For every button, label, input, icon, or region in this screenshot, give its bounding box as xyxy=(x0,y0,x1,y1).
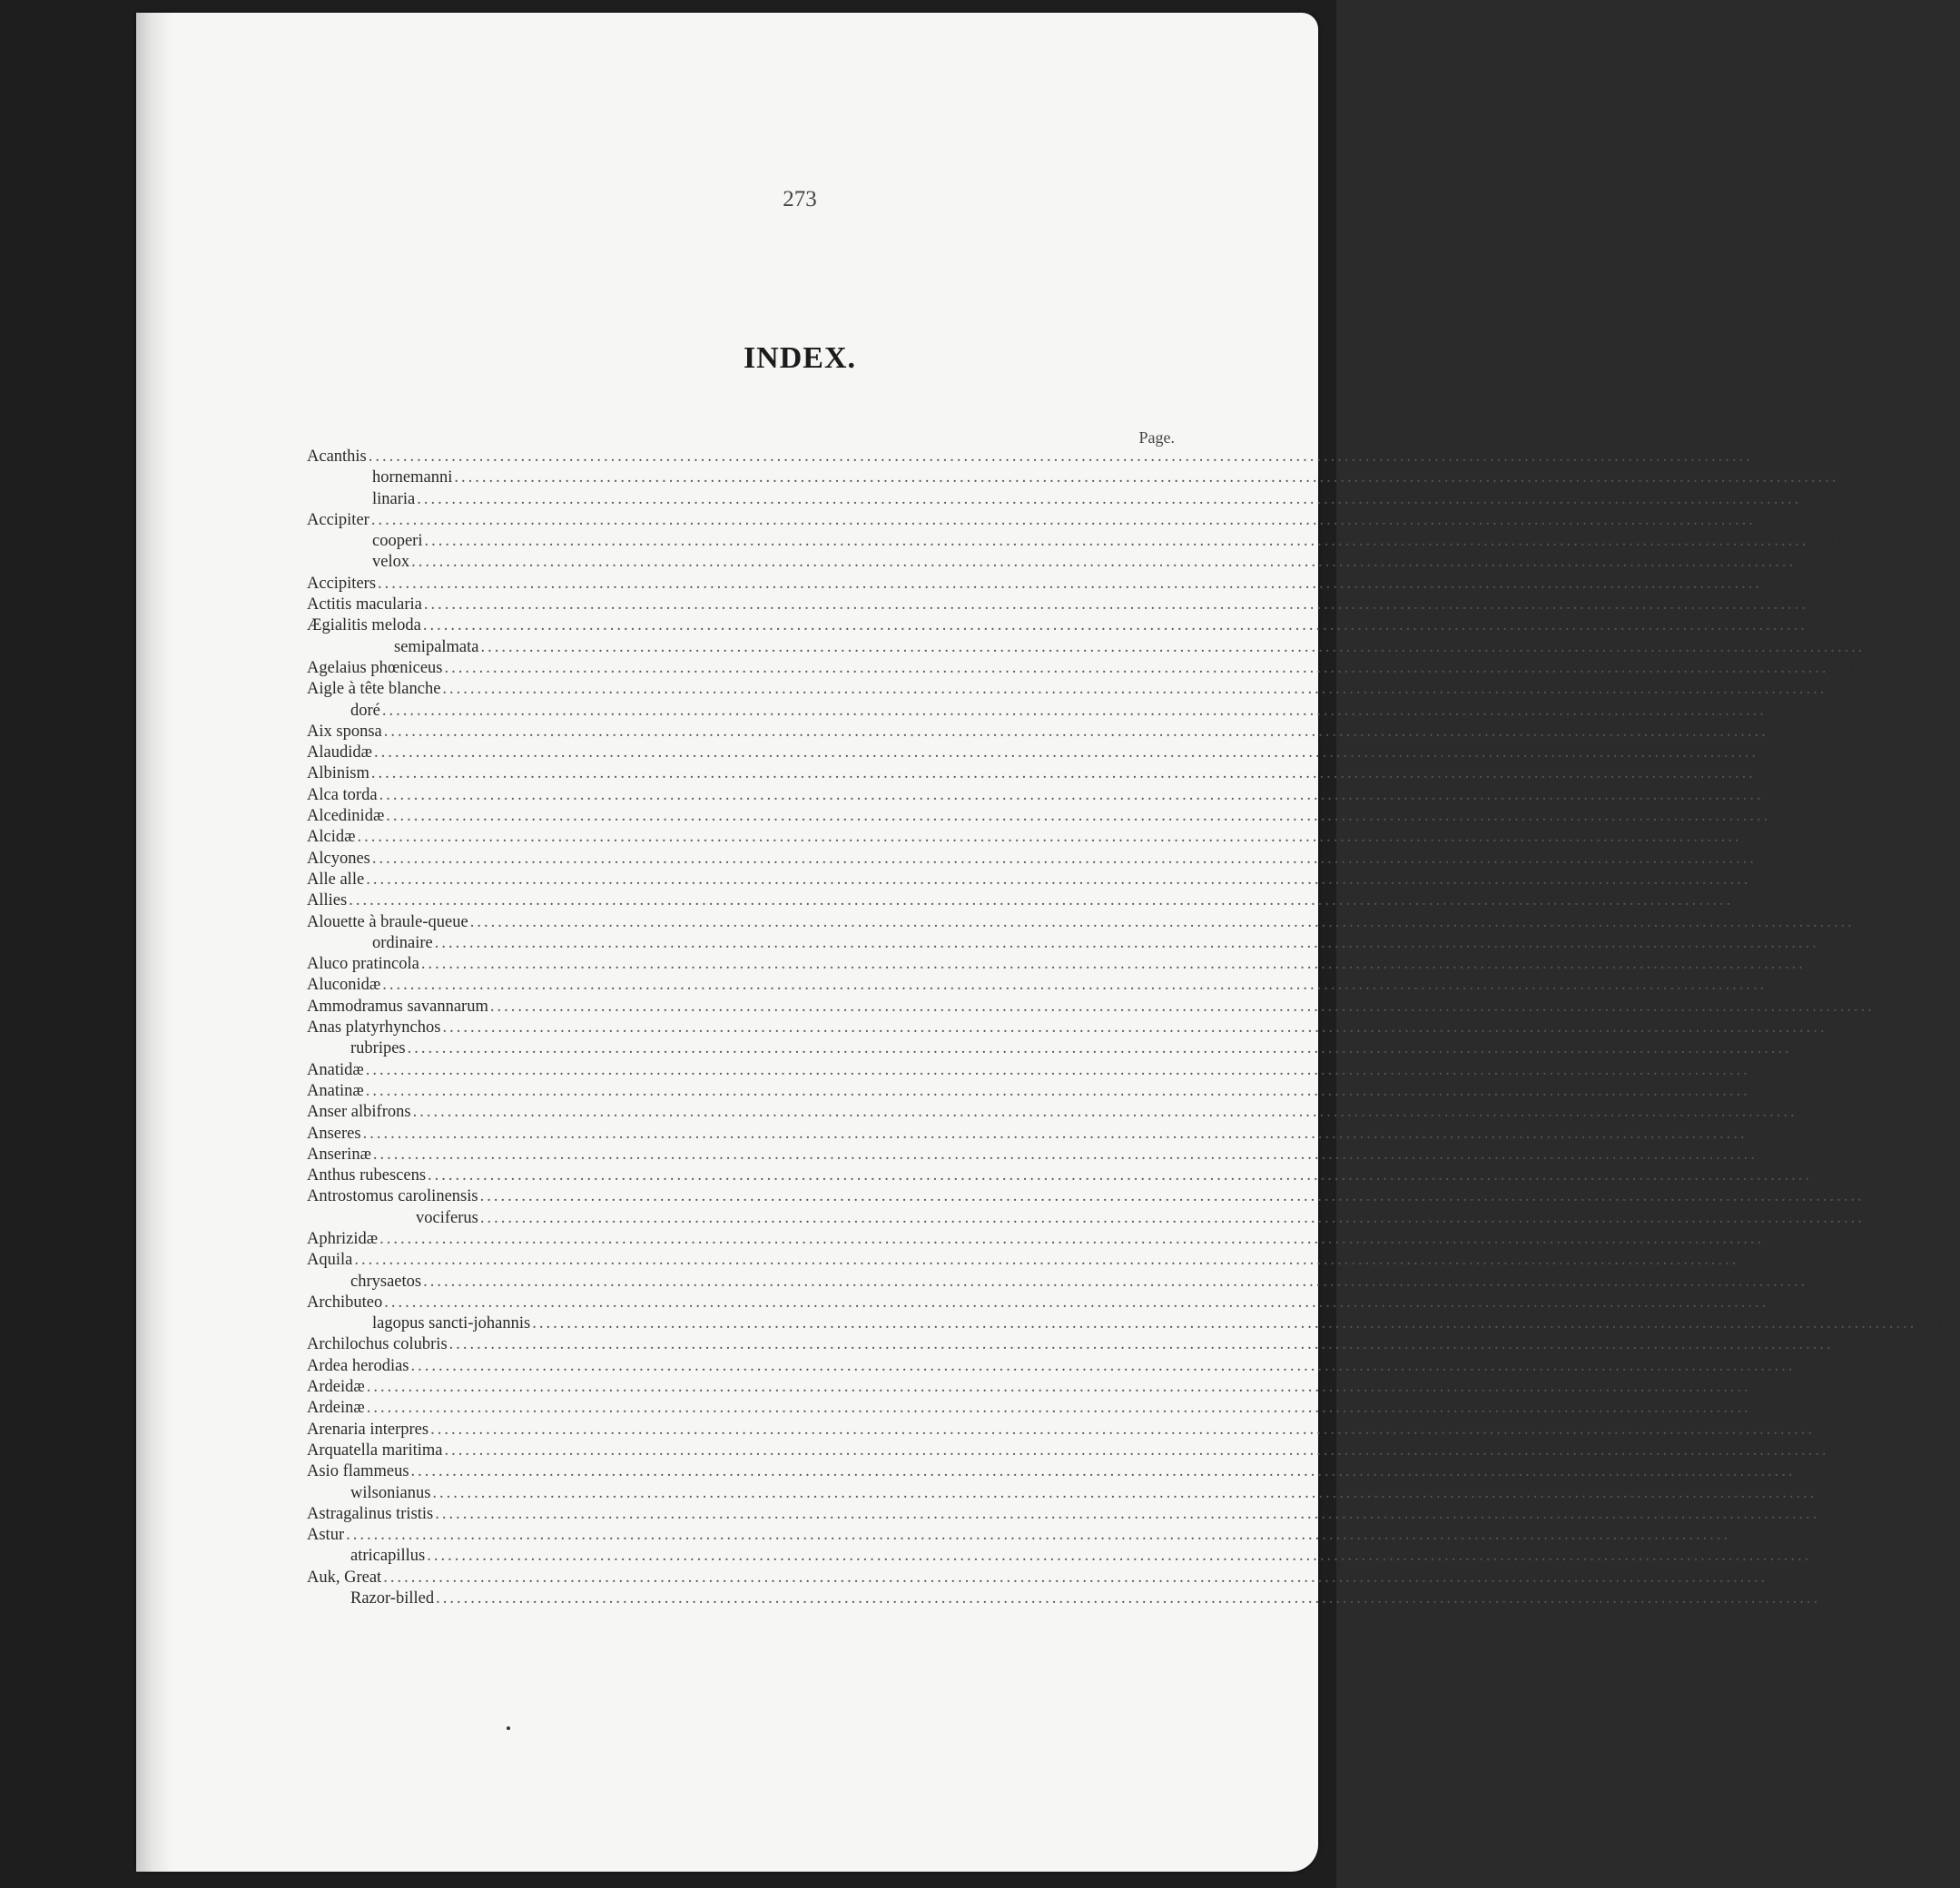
index-term: Acanthis xyxy=(307,447,367,466)
dot-leader: ........................................................................................................................................................................................................ xyxy=(354,1251,1739,1270)
index-entry xyxy=(307,1165,1857,1186)
dot-leader: ........................................................................................................................................................................................................ xyxy=(382,976,1768,995)
index-term: Albinism xyxy=(307,764,369,783)
index-entry xyxy=(307,1546,1856,1567)
index-entry xyxy=(307,1568,1812,1588)
index-page-ref: 118 xyxy=(1749,1526,1775,1545)
index-entry xyxy=(307,1504,1864,1525)
index-page-ref: 145, 215 xyxy=(1735,891,1811,910)
index-entry xyxy=(307,849,1800,870)
index-page-ref: 143 xyxy=(1882,1187,1908,1206)
index-entry xyxy=(307,975,1811,996)
dot-leader: ........................................................................................................................................................................................................ xyxy=(442,680,1827,699)
index-page-ref: 171 xyxy=(1893,997,1918,1016)
dot-leader: ........................................................................................................................................................................................................ xyxy=(420,955,1806,974)
dot-leader: ........................................................................................................................................................................................................ xyxy=(378,574,1763,593)
index-page-ref: 100 xyxy=(1827,595,1852,615)
index-page-ref: 166 xyxy=(1771,447,1797,466)
index-page-ref: 130 xyxy=(1813,1462,1839,1481)
index-entry xyxy=(307,933,1863,954)
index-page-ref: 82 xyxy=(1822,1356,1839,1375)
page-column-header: Page. xyxy=(1138,428,1175,447)
index-page-ref: 62 xyxy=(1774,1124,1791,1143)
index-page-ref: 65 xyxy=(1853,1018,1871,1037)
index-page-ref: 130 xyxy=(1835,1483,1861,1502)
index-entry xyxy=(307,1461,1839,1482)
dot-leader: ........................................................................................................................................................................................................ xyxy=(368,447,1753,466)
index-term: Ammodramus savannarum xyxy=(307,997,488,1016)
index-entry xyxy=(307,827,1786,848)
index-page-ref: 47 xyxy=(1794,1568,1812,1587)
dot-leader: ........................................................................................................................................................................................................ xyxy=(346,1526,1731,1545)
index-term: Ardea herodias xyxy=(307,1356,409,1375)
index-page-ref: 81 xyxy=(1778,1399,1795,1418)
index-term: Aphrizidæ xyxy=(307,1229,379,1248)
index-term: Allies xyxy=(307,891,348,910)
index-page-ref: 118 xyxy=(1780,574,1807,593)
dot-leader: ........................................................................................................................................................................................................ xyxy=(479,1208,1865,1227)
index-page-ref: 124 xyxy=(1845,680,1871,699)
index-entry xyxy=(307,1102,1841,1123)
dot-leader: ........................................................................................................................................................................................................ xyxy=(432,1483,1817,1502)
index-entry xyxy=(307,1208,1908,1229)
index-entry xyxy=(307,552,1840,573)
index-entry xyxy=(307,954,1849,975)
index-entry xyxy=(307,1250,1783,1271)
index-entry xyxy=(307,510,1799,531)
dot-leader: ........................................................................................................................................................................................................ xyxy=(424,532,1809,551)
index-term: Ardeidæ xyxy=(307,1378,365,1397)
dot-leader: ........................................................................................................................................................................................................ xyxy=(532,1314,1917,1333)
index-term: vociferus xyxy=(416,1208,478,1227)
dot-leader: ........................................................................................................................................................................................................ xyxy=(412,1103,1797,1122)
index-term: hornemanni xyxy=(372,468,453,487)
dot-leader: ........................................................................................................................................................................................................ xyxy=(444,1441,1829,1460)
index-page-ref: 146 xyxy=(1851,1335,1877,1354)
index-term: lagopus sancti-johannis xyxy=(372,1314,531,1333)
dot-leader: ........................................................................................................................................................................................................ xyxy=(410,1356,1796,1375)
index-term: Anseres xyxy=(307,1124,361,1143)
index-entry xyxy=(307,574,1807,595)
index-term: Aigle à tête blanche xyxy=(307,680,441,699)
index-term: Arenaria interpres xyxy=(307,1420,429,1439)
dot-leader: ........................................................................................................................................................................................................ xyxy=(383,722,1768,741)
dot-leader: ........................................................................................................................................................................................................ xyxy=(435,1504,1820,1523)
index-entry xyxy=(307,1038,1836,1059)
index-term: Arquatella maritima xyxy=(307,1441,443,1460)
dot-leader: ........................................................................................................................................................................................................ xyxy=(371,849,1757,868)
index-page-ref: 152 xyxy=(1777,743,1802,762)
index-entry xyxy=(307,997,1918,1018)
index-entry xyxy=(307,658,1873,679)
index-page-ref: 123 xyxy=(1757,1251,1783,1270)
index-entry xyxy=(307,615,1851,636)
index-entry xyxy=(307,1356,1839,1377)
index-page-ref: 45 xyxy=(1768,828,1786,847)
dot-leader: ........................................................................................................................................................................................................ xyxy=(442,1018,1827,1037)
index-page-ref: 47 xyxy=(1777,870,1795,889)
dot-leader: ........................................................................................................................................................................................................ xyxy=(407,1039,1792,1058)
index-entry xyxy=(307,1377,1795,1398)
index-term: Anserinæ xyxy=(307,1145,371,1164)
dot-leader: ........................................................................................................................................................................................................ xyxy=(454,468,1839,487)
index-term: Actitis macularia xyxy=(307,595,422,615)
dot-leader: ........................................................................................................................................................................................................ xyxy=(370,764,1756,783)
dot-leader: ........................................................................................................................................................................................................ xyxy=(423,1272,1808,1291)
index-page-ref: 129 xyxy=(1824,955,1849,974)
book-page xyxy=(136,13,1960,1872)
index-term: Razor-billed xyxy=(350,1589,435,1608)
index-entry xyxy=(307,467,1883,488)
index-page-ref: 143 xyxy=(1883,1208,1908,1227)
index-entry xyxy=(307,1334,1877,1355)
index-entry xyxy=(307,806,1815,827)
index-page-ref: 47 xyxy=(1790,785,1807,804)
index-term: Anser albifrons xyxy=(307,1103,411,1122)
index-page-ref: 120 xyxy=(1787,1293,1813,1312)
index-term: Astur xyxy=(307,1526,345,1545)
index-page-ref: 104 xyxy=(1826,616,1851,635)
dot-leader: ........................................................................................................................................................................................................ xyxy=(373,743,1758,762)
index-term: cooperi xyxy=(372,532,423,551)
index-term: semipalmata xyxy=(394,637,479,656)
dot-leader: ........................................................................................................................................................................................................ xyxy=(448,1335,1834,1354)
dot-leader: ........................................................................................................................................................................................................ xyxy=(410,1462,1796,1481)
index-page-ref: 76 xyxy=(1824,1103,1841,1122)
index-entry xyxy=(307,1525,1775,1546)
dot-leader: ........................................................................................................................................................................................................ xyxy=(417,489,1802,508)
index-page-ref: 68 xyxy=(1795,722,1812,741)
index-term: atricapillus xyxy=(350,1547,426,1566)
index-page-ref: 166 xyxy=(1857,468,1883,487)
dot-leader: ........................................................................................................................................................................................................ xyxy=(365,1081,1750,1100)
index-page-ref: 65 xyxy=(1777,1081,1794,1100)
index-term: ordinaire xyxy=(372,933,433,952)
index-page-ref: 123 xyxy=(1826,1272,1852,1291)
index-page-ref: 80 xyxy=(1778,1378,1795,1397)
index-term: chrysaetos xyxy=(350,1272,422,1291)
dot-leader: ........................................................................................................................................................................................................ xyxy=(383,1568,1768,1587)
index-term: Anatidæ xyxy=(307,1060,364,1079)
index-page-ref: 129 xyxy=(1785,976,1811,995)
dot-leader: ........................................................................................................................................................................................................ xyxy=(357,828,1742,847)
index-term: Alcyones xyxy=(307,849,370,868)
dot-leader: ........................................................................................................................................................................................................ xyxy=(423,595,1808,615)
index-page-ref: 66 xyxy=(1818,1039,1836,1058)
index-term: Accipiter xyxy=(307,510,369,529)
index-term: Aquila xyxy=(307,1251,353,1270)
dot-leader: ........................................................................................................................................................................................................ xyxy=(469,912,1855,931)
index-term: Ægialitis meloda xyxy=(307,616,421,635)
index-entry xyxy=(307,679,1871,700)
dot-leader: ........................................................................................................................................................................................................ xyxy=(436,1589,1821,1608)
dot-leader: ........................................................................................................................................................................................................ xyxy=(489,997,1875,1016)
index-entry xyxy=(307,785,1807,806)
index-entry xyxy=(307,1420,1859,1441)
index-term: Aix sponsa xyxy=(307,722,382,741)
dot-leader: ........................................................................................................................................................................................................ xyxy=(366,870,1751,889)
index-term: Alcidæ xyxy=(307,828,356,847)
index-term: Agelaius phœniceus xyxy=(307,658,443,677)
index-term: Aluco pratincola xyxy=(307,955,419,974)
dot-leader: ........................................................................................................................................................................................................ xyxy=(428,1166,1813,1185)
dot-leader: ........................................................................................................................................................................................................ xyxy=(379,785,1764,804)
index-term: Archibuteo xyxy=(307,1293,383,1312)
index-entry xyxy=(307,742,1802,763)
index-term: Ardeinæ xyxy=(307,1399,365,1418)
index-page-ref: 94 xyxy=(1855,1441,1873,1460)
dot-leader: ........................................................................................................................................................................................................ xyxy=(434,933,1819,952)
index-page-ref: 119 xyxy=(1827,532,1853,551)
index-term: Anatinæ xyxy=(307,1081,364,1100)
index-entry xyxy=(307,637,1909,658)
dot-leader: ........................................................................................................................................................................................................ xyxy=(366,1399,1751,1418)
index-entry xyxy=(307,489,1846,510)
index-term: velox xyxy=(372,553,410,572)
index-entry xyxy=(307,447,1797,467)
dot-leader: ........................................................................................................................................................................................................ xyxy=(384,1293,1769,1312)
page-number: 273 xyxy=(783,187,817,211)
index-page-ref: 123 xyxy=(1935,1314,1960,1333)
index-entry xyxy=(307,1398,1795,1419)
index-page-ref: 118 xyxy=(1774,510,1799,529)
dot-leader: ........................................................................................................................................................................................................ xyxy=(379,1229,1765,1248)
index-term: rubripes xyxy=(350,1039,406,1058)
index-term: Asio flammeus xyxy=(307,1462,409,1481)
index-term: Anas platyrhynchos xyxy=(307,1018,441,1037)
index-entry xyxy=(307,701,1810,722)
index-page-ref: 105 xyxy=(1833,1420,1859,1439)
book-gutter xyxy=(136,13,172,1872)
index-page-ref: 136 xyxy=(1775,849,1800,868)
scan-speck xyxy=(507,1726,510,1730)
index-page-ref: 105 xyxy=(1782,1229,1808,1248)
index-term: linaria xyxy=(372,489,416,508)
index-page-ref: 75 xyxy=(1784,1145,1801,1164)
index-entry xyxy=(307,890,1811,911)
index-entry xyxy=(307,763,1799,784)
dot-leader: ........................................................................................................................................................................................................ xyxy=(422,616,1807,635)
dot-leader: ........................................................................................................................................................................................................ xyxy=(480,637,1866,656)
index-entry xyxy=(307,1483,1861,1504)
index-page-ref: 63 xyxy=(1777,1060,1794,1079)
index-page-ref: 168 xyxy=(1837,1504,1864,1523)
index-entry xyxy=(307,1145,1801,1165)
index-term: doré xyxy=(350,701,380,720)
dot-leader: ........................................................................................................................................................................................................ xyxy=(372,1145,1758,1164)
index-page-ref: 7 xyxy=(1790,764,1799,783)
index-term: Antrostomus carolinensis xyxy=(307,1187,478,1206)
index-entry xyxy=(307,531,1853,552)
index-entry xyxy=(307,1229,1808,1250)
dot-leader: ........................................................................................................................................................................................................ xyxy=(381,701,1767,720)
index-term: Alcedinidæ xyxy=(307,807,385,826)
index-term: Accipiters xyxy=(307,574,377,593)
index-page-ref: 118 xyxy=(1815,553,1840,572)
index-term: Aluconidæ xyxy=(307,976,381,995)
dot-leader: ........................................................................................................................................................................................................ xyxy=(444,658,1829,677)
index-entries-list xyxy=(307,447,1960,1609)
index-page-ref: 104 xyxy=(1883,637,1909,656)
index-term: wilsonianus xyxy=(350,1483,431,1502)
dot-leader: ........................................................................................................................................................................................................ xyxy=(362,1124,1748,1143)
index-entry xyxy=(307,1018,1871,1038)
index-entry xyxy=(307,1313,1960,1334)
index-entry xyxy=(307,912,1898,933)
index-page-ref: 47 xyxy=(1847,1589,1865,1608)
index-entry xyxy=(307,1124,1791,1145)
index-term: Alouette à braule-queue xyxy=(307,912,468,931)
dot-leader: ........................................................................................................................................................................................................ xyxy=(427,1547,1812,1566)
index-term: Anthus rubescens xyxy=(307,1166,427,1185)
index-title: INDEX. xyxy=(743,341,857,375)
index-term: Alaudidæ xyxy=(307,743,372,762)
index-page-ref: 123 xyxy=(1785,701,1810,720)
dot-leader: ........................................................................................................................................................................................................ xyxy=(366,1378,1751,1397)
index-term: Alle alle xyxy=(307,870,365,889)
index-entry xyxy=(307,1081,1794,1102)
index-term: Astragalinus tristis xyxy=(307,1504,434,1523)
dot-leader: ........................................................................................................................................................................................................ xyxy=(479,1187,1865,1206)
index-entry xyxy=(307,1441,1873,1461)
index-term: Alca torda xyxy=(307,785,378,804)
index-page-ref: 158 xyxy=(1847,658,1873,677)
index-term: Archilochus colubris xyxy=(307,1335,448,1354)
index-entry xyxy=(307,722,1812,742)
index-entry xyxy=(307,1272,1852,1293)
dot-leader: ........................................................................................................................................................................................................ xyxy=(365,1060,1750,1079)
index-entry xyxy=(307,1588,1865,1609)
index-page-ref: 205 xyxy=(1830,1166,1857,1185)
index-page-ref: 152 xyxy=(1837,933,1863,952)
dot-leader: ........................................................................................................................................................................................................ xyxy=(430,1420,1816,1439)
index-entry xyxy=(307,870,1795,890)
index-entry xyxy=(307,1060,1794,1081)
dot-leader: ........................................................................................................................................................................................................ xyxy=(349,891,1734,910)
index-entry xyxy=(307,1186,1908,1207)
index-page-ref: 137 xyxy=(1788,807,1815,826)
dot-leader: ........................................................................................................................................................................................................ xyxy=(370,510,1756,529)
dot-leader: ........................................................................................................................................................................................................ xyxy=(411,553,1797,572)
index-term: Auk, Great xyxy=(307,1568,382,1587)
index-page-ref: 119 xyxy=(1830,1547,1856,1566)
index-entry xyxy=(307,595,1852,615)
dot-leader: ........................................................................................................................................................................................................ xyxy=(386,807,1771,826)
index-page-ref: 167 xyxy=(1819,489,1846,508)
index-page-ref: 100 xyxy=(1872,912,1898,931)
index-entry xyxy=(307,1293,1813,1313)
